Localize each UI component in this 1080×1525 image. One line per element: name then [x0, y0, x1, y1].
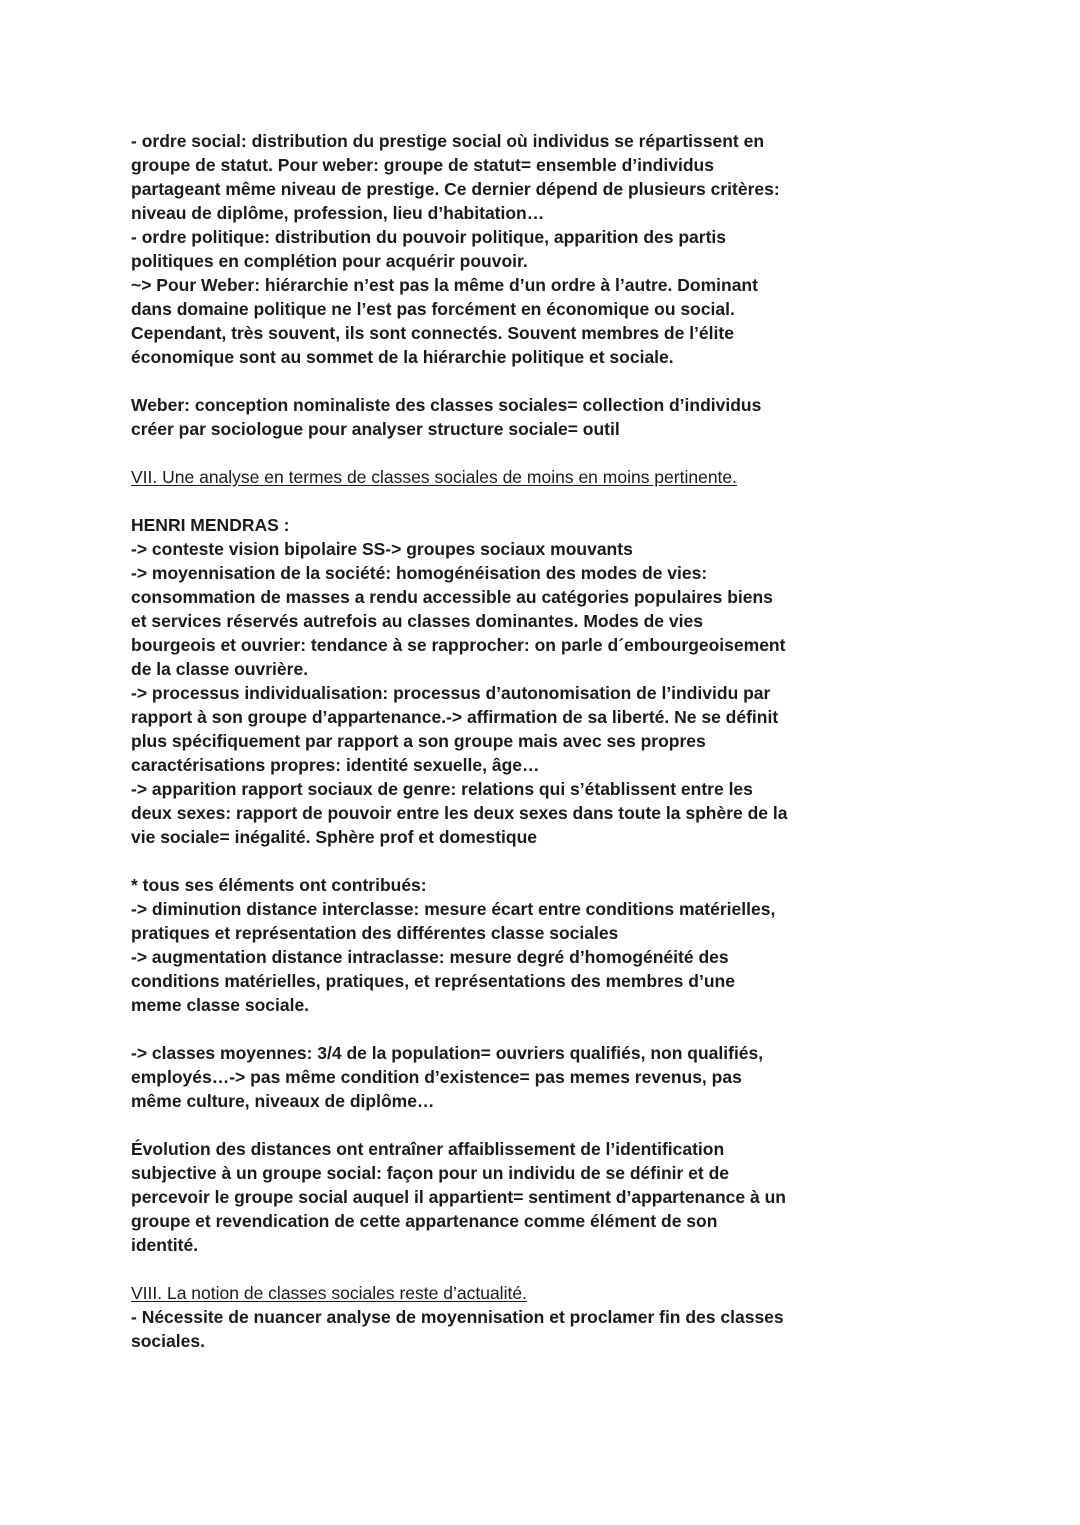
text-line: * tous ses éléments ont contribués:	[131, 875, 427, 895]
text-line: bourgeois et ouvrier: tendance à se rapprocher: on parle d´embourgeoisement	[131, 635, 786, 655]
text-line: meme classe sociale.	[131, 995, 310, 1015]
text-line: -> augmentation distance intraclasse: mesure degré d’homogénéité des	[131, 947, 729, 967]
text-line: et services réservés autrefois au classes dominantes. Modes de vies	[131, 611, 703, 631]
blank-line	[131, 441, 831, 465]
text-line: HENRI MENDRAS :	[131, 515, 290, 535]
text-line: niveau de diplôme, profession, lieu d’habitation…	[131, 203, 545, 223]
text-line: -> diminution distance interclasse: mesure écart entre conditions matérielles,	[131, 899, 776, 919]
blank-line	[131, 1017, 831, 1041]
text-line: deux sexes: rapport de pouvoir entre les deux sexes dans toute la sphère de la	[131, 803, 788, 823]
text-line: sociales.	[131, 1331, 205, 1351]
text-line: rapport à son groupe d’appartenance.-> affirmation de sa liberté. Ne se définit	[131, 707, 779, 727]
text-line: plus spécifiquement par rapport a son groupe mais avec ses propres	[131, 731, 706, 751]
text-line: même culture, niveaux de diplôme…	[131, 1091, 435, 1111]
text-line: -> moyennisation de la société: homogénéisation des modes de vies:	[131, 563, 708, 583]
blank-line	[131, 1257, 831, 1281]
section-heading: VIII. La notion de classes sociales reste d’actualité.	[131, 1283, 527, 1303]
text-line: -> classes moyennes: 3/4 de la population= ouvriers qualifiés, non qualifiés,	[131, 1043, 764, 1063]
text-line: -> conteste vision bipolaire SS-> groupes sociaux mouvants	[131, 539, 633, 559]
text-line: subjective à un groupe social: façon pour un individu de se définir et de	[131, 1163, 730, 1183]
blank-line	[131, 369, 831, 393]
text-line: caractérisations propres: identité sexuelle, âge…	[131, 755, 540, 775]
text-line: employés…-> pas même condition d’existence= pas memes revenus, pas	[131, 1067, 742, 1087]
document-page	[131, 129, 831, 1353]
text-line: - Nécessite de nuancer analyse de moyennisation et proclamer fin des classes	[131, 1307, 784, 1327]
text-line: de la classe ouvrière.	[131, 659, 309, 679]
text-line: Évolution des distances ont entraîner affaiblissement de l’identification	[131, 1139, 725, 1159]
text-line: - ordre politique: distribution du pouvoir politique, apparition des partis	[131, 227, 726, 247]
text-line: créer par sociologue pour analyser structure sociale= outil	[131, 419, 620, 439]
text-line: politiques en complétion pour acquérir pouvoir.	[131, 251, 528, 271]
text-line: ~> Pour Weber: hiérarchie n’est pas la même d’un ordre à l’autre. Dominant	[131, 275, 758, 295]
text-line: - ordre social: distribution du prestige social où individus se répartissent en	[131, 131, 765, 151]
text-line: consommation de masses a rendu accessible au catégories populaires biens	[131, 587, 773, 607]
text-line: partageant même niveau de prestige. Ce dernier dépend de plusieurs critères:	[131, 179, 780, 199]
text-line: Cependant, très souvent, ils sont connectés. Souvent membres de l’élite	[131, 323, 734, 343]
blank-line	[131, 489, 831, 513]
text-line: groupe de statut. Pour weber: groupe de statut= ensemble d’individus	[131, 155, 714, 175]
text-line: percevoir le groupe social auquel il appartient= sentiment d’appartenance à un	[131, 1187, 786, 1207]
section-heading: VII. Une analyse en termes de classes sociales de moins en moins pertinente.	[131, 467, 738, 487]
text-line: groupe et revendication de cette appartenance comme élément de son	[131, 1211, 718, 1231]
text-line: économique sont au sommet de la hiérarchie politique et sociale.	[131, 347, 674, 367]
text-line: dans domaine politique ne l’est pas forcément en économique ou social.	[131, 299, 735, 319]
text-line: -> apparition rapport sociaux de genre: relations qui s’établissent entre les	[131, 779, 753, 799]
blank-line	[131, 1113, 831, 1137]
text-line: identité.	[131, 1235, 199, 1255]
text-line: conditions matérielles, pratiques, et représentations des membres d’une	[131, 971, 735, 991]
text-line: vie sociale= inégalité. Sphère prof et domestique	[131, 827, 538, 847]
text-line: pratiques et représentation des différentes classe sociales	[131, 923, 619, 943]
blank-line	[131, 849, 831, 873]
text-line: Weber: conception nominaliste des classes sociales= collection d’individus	[131, 395, 762, 415]
text-line: -> processus individualisation: processus d’autonomisation de l’individu par	[131, 683, 771, 703]
